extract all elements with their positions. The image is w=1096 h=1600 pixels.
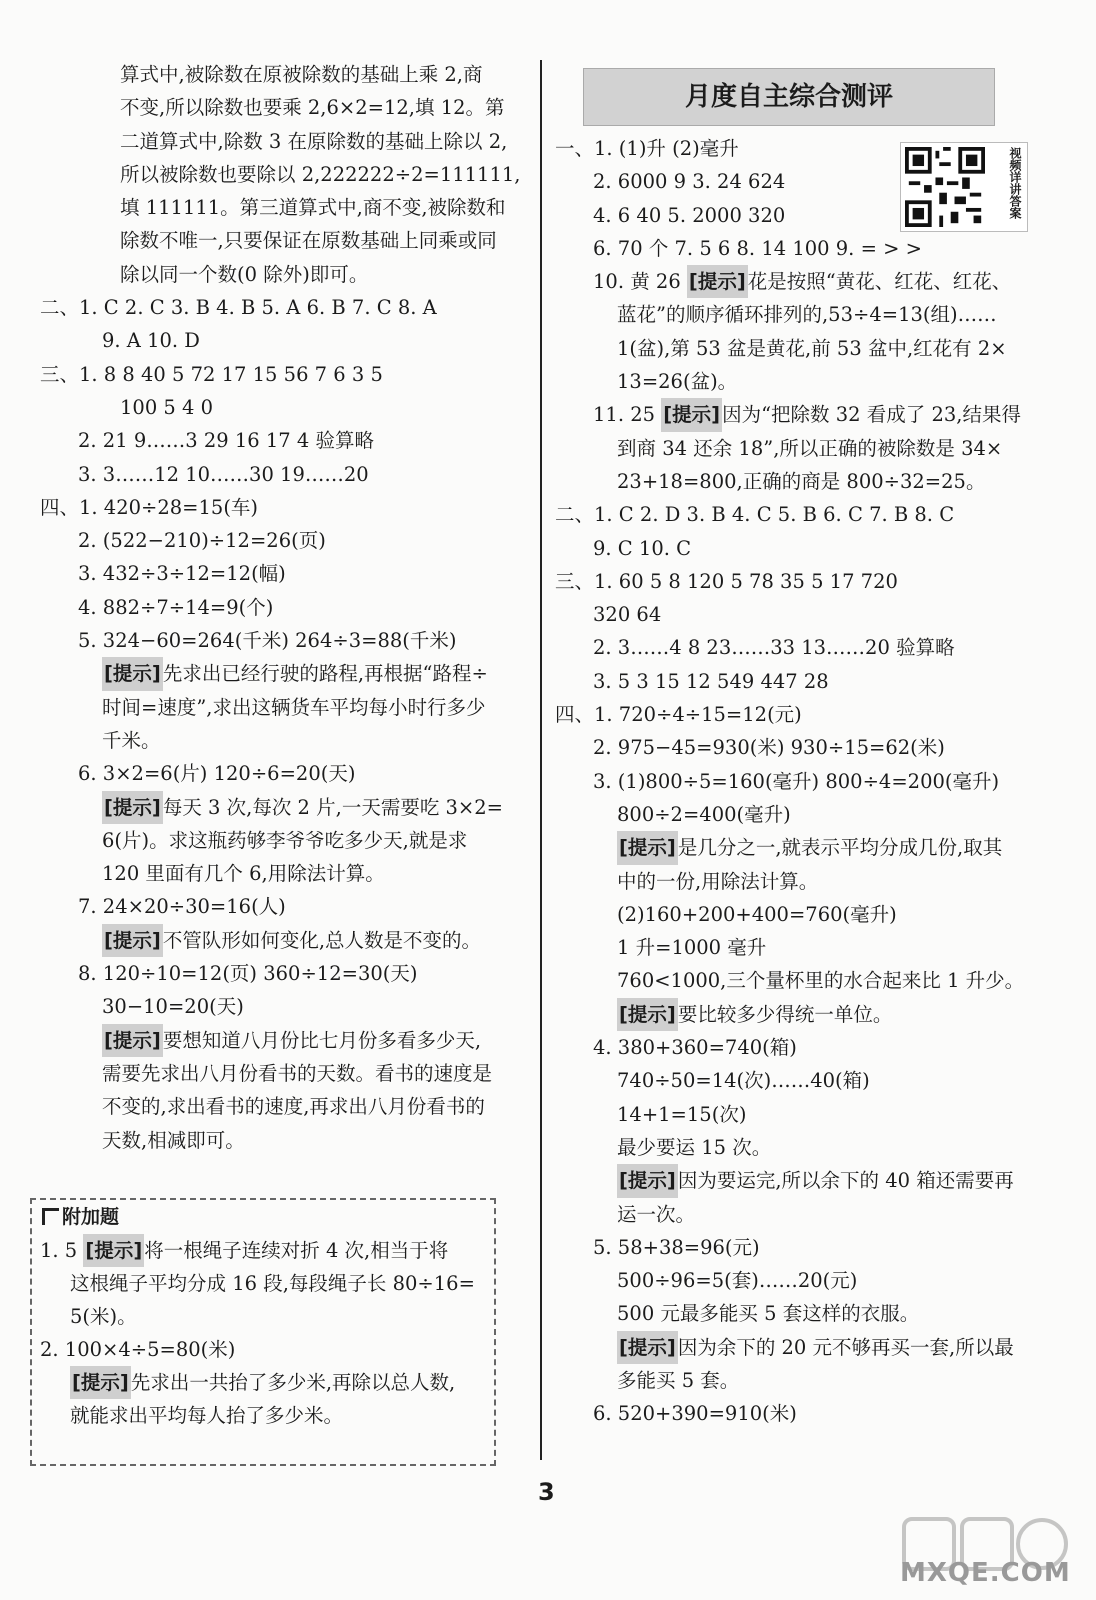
answer-line bbox=[40, 258, 530, 291]
bonus-line bbox=[32, 1300, 494, 1333]
answer-line bbox=[40, 224, 530, 257]
answer-text: 740÷50=14(次)……40(箱) bbox=[617, 1069, 870, 1093]
bonus-line bbox=[32, 1267, 494, 1300]
answer-text: 6. 3×2=6(片) 120÷6=20(天) bbox=[78, 762, 356, 786]
answer-line bbox=[40, 624, 530, 657]
answer-text: 不变,所以除数也要乘 2,6×2=12,填 12。第 bbox=[120, 96, 505, 120]
bonus-lines bbox=[32, 1234, 494, 1432]
answer-line bbox=[555, 964, 1045, 997]
answer-text: 2. 100×4÷5=80(米) bbox=[40, 1338, 236, 1361]
answer-text: 3. (1)800÷5=160(毫升) 800÷4=200(毫升) bbox=[593, 769, 1000, 793]
answer-line bbox=[555, 1098, 1045, 1131]
answer-text: 运一次。 bbox=[617, 1202, 696, 1226]
answer-text: 最少要运 15 次。 bbox=[617, 1135, 772, 1159]
answer-line bbox=[555, 998, 1045, 1031]
answer-text: 三、1. 8 8 40 5 72 17 15 56 7 6 3 5 bbox=[40, 362, 383, 386]
answer-line bbox=[40, 724, 530, 757]
bonus-line bbox=[32, 1366, 494, 1399]
answer-text: 就能求出平均每人抬了多少米。 bbox=[70, 1404, 344, 1427]
answer-text: 14+1=15(次) bbox=[617, 1102, 747, 1126]
section-title: 月度自主综合测评 bbox=[684, 82, 893, 112]
answer-line bbox=[555, 1231, 1045, 1264]
answer-text: 到商 34 还余 18”,所以正确的被除数是 34× bbox=[617, 436, 1003, 460]
answer-line bbox=[555, 298, 1045, 331]
answer-line bbox=[40, 957, 530, 990]
qr-code-icon bbox=[905, 147, 985, 227]
bonus-line bbox=[32, 1234, 494, 1267]
answer-text: 花是按照“黄花、红花、红花、 bbox=[747, 270, 1012, 294]
answer-line bbox=[555, 931, 1045, 964]
answer-line bbox=[555, 465, 1045, 498]
hint-tag: [提示] bbox=[661, 398, 722, 431]
column-divider bbox=[540, 60, 542, 1460]
answer-text: 9. C 10. C bbox=[593, 536, 692, 560]
answer-line bbox=[555, 1064, 1045, 1097]
answer-line bbox=[40, 358, 530, 391]
hint-tag: [提示] bbox=[617, 1331, 678, 1364]
hint-tag: [提示] bbox=[617, 1164, 678, 1197]
answer-text: 一、1. (1)升 (2)毫升 bbox=[555, 137, 739, 160]
answer-text: 13=26(盆)。 bbox=[617, 370, 738, 394]
answer-text: 2. 6000 9 3. 24 624 bbox=[593, 170, 786, 194]
answer-text: 中的一份,用除法计算。 bbox=[617, 869, 819, 893]
answer-text: 因为余下的 20 元不够再买一套,所以最 bbox=[677, 1335, 1014, 1359]
answer-text: 1. 5 bbox=[40, 1239, 84, 1262]
answer-line bbox=[555, 665, 1045, 698]
answer-line bbox=[555, 332, 1045, 365]
answer-line bbox=[40, 125, 530, 158]
answer-text: 320 64 bbox=[593, 603, 662, 627]
answer-line bbox=[40, 191, 530, 224]
answer-text: 二道算式中,除数 3 在原除数的基础上除以 2, bbox=[120, 129, 508, 153]
answer-text: 23+18=800,正确的商是 800÷32=25。 bbox=[617, 469, 986, 493]
answer-line bbox=[40, 591, 530, 624]
answer-line bbox=[40, 857, 530, 890]
answer-line bbox=[555, 731, 1045, 764]
answer-line bbox=[555, 232, 1045, 265]
answer-text: 要想知道八月份比七月份多看多少天, bbox=[162, 1028, 482, 1052]
qr-label: 视频详讲答案 bbox=[1008, 147, 1022, 219]
answer-line bbox=[555, 898, 1045, 931]
answer-text: 100 5 4 0 bbox=[120, 395, 214, 419]
answer-line bbox=[555, 1131, 1045, 1164]
answer-line bbox=[555, 1331, 1045, 1364]
answer-text: 5(米)。 bbox=[70, 1305, 137, 1328]
answer-line bbox=[555, 532, 1045, 565]
answer-line bbox=[555, 265, 1045, 298]
answer-text: 二、1. C 2. D 3. B 4. C 5. B 6. C 7. B 8. C bbox=[555, 503, 955, 527]
answer-text: 3. 3……12 10……30 19……20 bbox=[78, 462, 369, 486]
answer-line bbox=[555, 1031, 1045, 1064]
answer-text: 多能买 5 套。 bbox=[617, 1368, 740, 1392]
answer-text: 6(片)。求这瓶药够李爷爷吃多少天,就是求 bbox=[102, 828, 468, 852]
answer-text: 所以被除数也要除以 2,222222÷2=111111, bbox=[120, 162, 521, 186]
answer-text: 这根绳子平均分成 16 段,每段绳子长 80÷16= bbox=[70, 1272, 475, 1295]
answer-text: 四、1. 420÷28=15(车) bbox=[40, 495, 259, 519]
answer-line bbox=[40, 58, 530, 91]
answer-text: 2. (522−210)÷12=26(页) bbox=[78, 529, 326, 553]
answer-text: 二、1. C 2. C 3. B 4. B 5. A 6. B 7. C 8. A bbox=[40, 296, 437, 320]
answer-text: 因为“把除数 32 看成了 23,结果得 bbox=[722, 403, 1021, 427]
right-lines bbox=[555, 132, 1045, 1431]
answer-text: 千米。 bbox=[102, 728, 161, 752]
answer-text: 500 元最多能买 5 套这样的衣服。 bbox=[617, 1302, 920, 1326]
answer-text: 800÷2=400(毫升) bbox=[617, 802, 791, 826]
answer-line bbox=[555, 598, 1045, 631]
answer-line bbox=[40, 890, 530, 923]
answer-text: 5. 58+38=96(元) bbox=[593, 1235, 760, 1259]
hint-tag: [提示] bbox=[102, 791, 163, 824]
answer-line bbox=[40, 391, 530, 424]
hint-tag: [提示] bbox=[617, 998, 678, 1031]
answer-text: 不管队形如何变化,总人数是不变的。 bbox=[162, 928, 482, 952]
answer-text: 7. 24×20÷30=16(人) bbox=[78, 895, 286, 919]
hint-tag: [提示] bbox=[617, 831, 678, 864]
answer-line bbox=[40, 158, 530, 191]
answer-line bbox=[555, 1198, 1045, 1231]
qr-code-box[interactable] bbox=[900, 142, 1028, 232]
answer-line bbox=[555, 365, 1045, 398]
answer-text: 除以同一个数(0 除外)即可。 bbox=[120, 262, 369, 286]
answer-text: 4. 380+360=740(箱) bbox=[593, 1036, 797, 1060]
answer-text: 因为要运完,所以余下的 40 箱还需要再 bbox=[677, 1169, 1014, 1193]
answer-text: 需要先求出八月份看书的天数。看书的速度是 bbox=[102, 1061, 493, 1085]
answer-text: 120 里面有几个 6,用除法计算。 bbox=[102, 862, 385, 886]
answer-text: 不变的,求出看书的速度,再求出八月份看书的 bbox=[102, 1095, 485, 1119]
answer-line bbox=[555, 398, 1045, 431]
answer-text: 2. 21 9……3 29 16 17 4 验算略 bbox=[78, 429, 374, 453]
answer-text: 先求出一共抬了多少米,再除以总人数, bbox=[130, 1371, 456, 1394]
answer-line bbox=[40, 990, 530, 1023]
bonus-line bbox=[32, 1333, 494, 1366]
answer-text: 天数,相减即可。 bbox=[102, 1128, 245, 1152]
answer-line bbox=[40, 1024, 530, 1057]
answer-line bbox=[40, 524, 530, 557]
answer-line bbox=[555, 765, 1045, 798]
answer-text: 760<1000,三个量杯里的水合起来比 1 升少。 bbox=[617, 969, 1025, 993]
answer-text: 3. 5 3 15 12 549 447 28 bbox=[593, 669, 829, 693]
bonus-title bbox=[32, 1200, 494, 1234]
answer-line bbox=[40, 91, 530, 124]
answer-text: 10. 黄 26 bbox=[593, 270, 687, 294]
answer-line bbox=[40, 924, 530, 957]
answer-line bbox=[40, 557, 530, 590]
answer-text: (2)160+200+400=760(毫升) bbox=[617, 902, 897, 926]
answer-text: 6. 520+390=910(米) bbox=[593, 1402, 797, 1426]
answer-text: 蓝花”的顺序循环排列的,53÷4=13(组)…… bbox=[617, 303, 997, 327]
right-answer-column bbox=[555, 58, 1045, 1431]
hint-tag: [提示] bbox=[102, 1024, 163, 1057]
answer-text: 4. 882÷7÷14=9(个) bbox=[78, 595, 274, 619]
bonus-title-text: 附加题 bbox=[62, 1206, 120, 1228]
answer-line bbox=[40, 757, 530, 790]
answer-line bbox=[40, 324, 530, 357]
answer-text: 要比较多少得统一单位。 bbox=[677, 1002, 893, 1026]
bonus-section bbox=[30, 1198, 496, 1466]
answer-text: 5. 324−60=264(千米) 264÷3=88(千米) bbox=[78, 629, 457, 653]
hint-tag: [提示] bbox=[102, 924, 163, 957]
answer-line bbox=[40, 1090, 530, 1123]
answer-text: 算式中,被除数在原被除数的基础上乘 2,商 bbox=[120, 63, 483, 86]
answer-text: 2. 3……4 8 23……33 13……20 验算略 bbox=[593, 636, 955, 660]
answer-line bbox=[40, 657, 530, 690]
left-answer-column bbox=[40, 58, 530, 1157]
answer-text: 500÷96=5(套)……20(元) bbox=[617, 1269, 858, 1293]
answer-text: 1(盆),第 53 盆是黄花,前 53 盆中,红花有 2× bbox=[617, 336, 1007, 360]
answer-text: 时间=速度”,求出这辆货车平均每小时行多少 bbox=[102, 695, 486, 719]
answer-line bbox=[555, 1297, 1045, 1330]
page-number: 3 bbox=[538, 1478, 555, 1506]
answer-line bbox=[40, 458, 530, 491]
answer-text: 1 升=1000 毫升 bbox=[617, 936, 767, 960]
answer-text: 是几分之一,就表示平均分成几份,取其 bbox=[677, 836, 1003, 860]
watermark-text: MXQE.COM bbox=[900, 1558, 1071, 1588]
answer-line bbox=[555, 1364, 1045, 1397]
answer-text: 11. 25 bbox=[593, 403, 662, 427]
answer-line bbox=[40, 424, 530, 457]
answer-line bbox=[555, 1164, 1045, 1197]
answer-line bbox=[555, 631, 1045, 664]
answer-line bbox=[555, 432, 1045, 465]
answer-line bbox=[555, 1264, 1045, 1297]
answer-line bbox=[40, 491, 530, 524]
answer-line bbox=[40, 791, 530, 824]
answer-text: 将一根绳子连续对折 4 次,相当于将 bbox=[144, 1239, 449, 1262]
answer-line bbox=[555, 798, 1045, 831]
answer-text: 30−10=20(天) bbox=[102, 995, 244, 1019]
hint-tag: [提示] bbox=[102, 657, 163, 690]
answer-line bbox=[40, 1057, 530, 1090]
answer-text: 6. 70 个 7. 5 6 8. 14 100 9. = > > bbox=[593, 236, 922, 260]
answer-line bbox=[40, 824, 530, 857]
hint-tag: [提示] bbox=[70, 1366, 131, 1399]
section-title-banner bbox=[583, 68, 995, 126]
answer-text: 除数不唯一,只要保证在原数基础上同乘或同 bbox=[120, 229, 497, 253]
answer-line bbox=[40, 291, 530, 324]
answer-text: 每天 3 次,每次 2 片,一天需要吃 3×2= bbox=[162, 795, 504, 819]
answer-line bbox=[555, 865, 1045, 898]
answer-text: 四、1. 720÷4÷15=12(元) bbox=[555, 703, 802, 727]
answer-line bbox=[555, 1397, 1045, 1430]
answer-text: 3. 432÷3÷12=12(幅) bbox=[78, 562, 286, 586]
hint-tag: [提示] bbox=[687, 265, 748, 298]
flag-icon bbox=[42, 1208, 59, 1225]
answer-text: 9. A 10. D bbox=[102, 329, 200, 353]
hint-tag: [提示] bbox=[83, 1234, 144, 1267]
answer-line bbox=[40, 691, 530, 724]
answer-line bbox=[555, 498, 1045, 531]
answer-text: 填 111111。第三道算式中,商不变,被除数和 bbox=[120, 196, 506, 220]
answer-text: 三、1. 60 5 8 120 5 78 35 5 17 720 bbox=[555, 569, 898, 593]
answer-text: 8. 120÷10=12(页) 360÷12=30(天) bbox=[78, 962, 418, 986]
answer-line bbox=[555, 698, 1045, 731]
bonus-line bbox=[32, 1399, 494, 1432]
answer-text: 2. 975−45=930(米) 930÷15=62(米) bbox=[593, 736, 945, 760]
answer-line bbox=[555, 831, 1045, 864]
answer-line bbox=[40, 1124, 530, 1157]
answer-text: 先求出已经行驶的路程,再根据“路程÷ bbox=[162, 662, 488, 686]
answer-text: 4. 6 40 5. 2000 320 bbox=[593, 203, 786, 227]
answer-line bbox=[555, 565, 1045, 598]
